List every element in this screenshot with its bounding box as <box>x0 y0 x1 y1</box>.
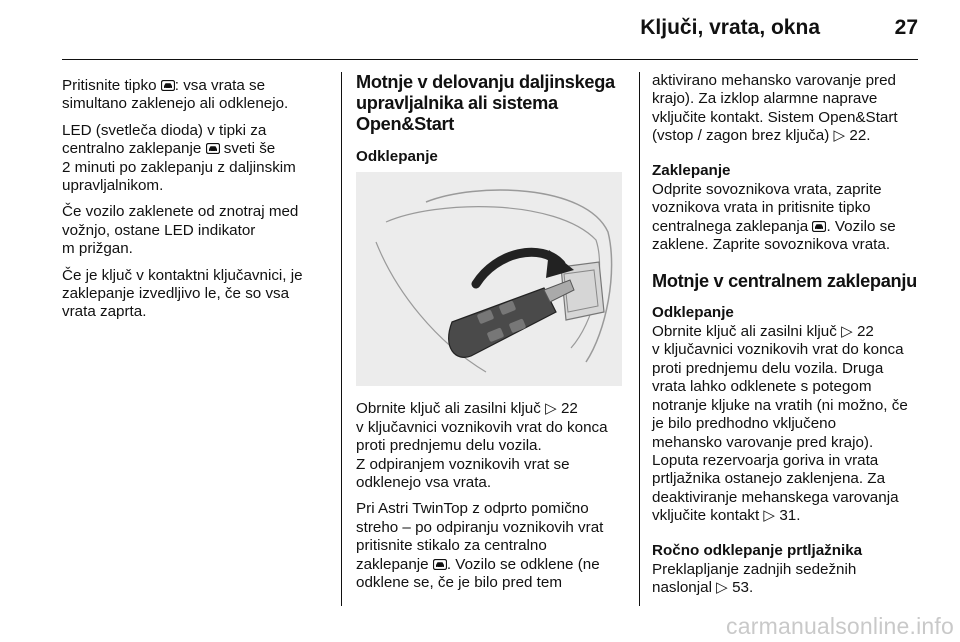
column-divider-1 <box>341 72 342 606</box>
subheading: Zaklepanje <box>652 161 731 179</box>
paragraph: Obrnite ključ ali zasilni ključ ▷ 22 v ključavnici voznikovih vrat do konca proti prednjemu delu vozila. Z odpiranjem voznikovih vrat se odklenejo vsa vrata. <box>356 400 608 492</box>
paragraph <box>652 181 928 255</box>
car-lock-icon <box>161 80 175 91</box>
text-span: LED (svetleča dioda) v tipki za centralno zaklepanje <box>62 121 267 158</box>
section-heading: Motnje v centralnem zaklepanju <box>652 270 917 291</box>
page-title: Ključi, vrata, okna <box>640 16 820 39</box>
watermark: carmanualsonline.info <box>726 613 954 639</box>
text-span: . Vozilo se odklene (ne odklene se, če je bilo pred tem <box>356 555 600 592</box>
car-lock-icon <box>206 143 220 154</box>
column-divider-2 <box>639 72 640 606</box>
door-key-illustration <box>356 172 622 386</box>
paragraph: Preklapljanje zadnjih sedežnih naslonjal ▷ 53. <box>652 560 857 597</box>
column-1 <box>62 77 332 330</box>
text-span: . Vozilo se zaklene. Zaprite sovoznikova vrata. <box>652 217 896 254</box>
text-span: Pritisnite tipko <box>62 77 161 94</box>
paragraph: aktivirano mehansko varovanje pred krajo). Za izklop alarmne naprave vključite kontakt. Sistem Open&Start (vstop / zagon brez ključa) ▷ 22. <box>652 72 898 145</box>
paragraph: Obrnite ključ ali zasilni ključ ▷ 22 v ključavnici voznikovih vrat do konca proti prednjemu delu vozila. Druga vrata lahko odklenete s potegom notranje kljuke na vratih (ni možno, če je bilo predhodno vključeno mehansko varovanje pred krajo). Loputa rezervoarja goriva in vrata prtljažnika ostanejo zaklenjena. Za deaktiviranje mehanskega varovanja vključite kontakt ▷ 31. <box>652 323 908 525</box>
paragraph <box>62 77 332 114</box>
page-number: 27 <box>894 16 918 39</box>
subheading: Ročno odklepanje prtljažnika <box>652 541 863 559</box>
paragraph <box>356 500 632 592</box>
car-lock-icon <box>433 559 447 570</box>
text-span: Odprite sovoznikova vrata, zaprite voznikova vrata in pritisnite tipko centralnega zaklepanja <box>652 181 882 235</box>
section-heading: Motnje v delovanju daljinskega upravljalnika ali sistema Open&Start <box>356 72 615 134</box>
column-2 <box>356 72 632 600</box>
column-3 <box>652 72 928 606</box>
text-span: Pri Astri TwinTop z odprto pomično streho – po odpiranju voznikovih vrat pritisnite stikalo za centralno zaklepanje <box>356 500 604 573</box>
text-span: sveti še 2 minuti po zaklepanju z daljinskim upravljalnikom. <box>62 140 296 195</box>
text-span: : vsa vrata se simultano zaklenejo ali odklenejo. <box>62 77 289 113</box>
paragraph: Če vozilo zaklenete od znotraj med vožnjo, ostane LED indikator m prižgan. <box>62 203 299 258</box>
car-lock-icon <box>812 221 826 232</box>
header-rule <box>62 59 918 60</box>
paragraph <box>62 122 332 196</box>
subheading: Odklepanje <box>356 148 438 165</box>
subheading: Odklepanje <box>652 303 734 321</box>
paragraph: Če je ključ v kontaktni ključavnici, je zaklepanje izvedljivo le, če so vsa vrata zaprta. <box>62 266 303 321</box>
